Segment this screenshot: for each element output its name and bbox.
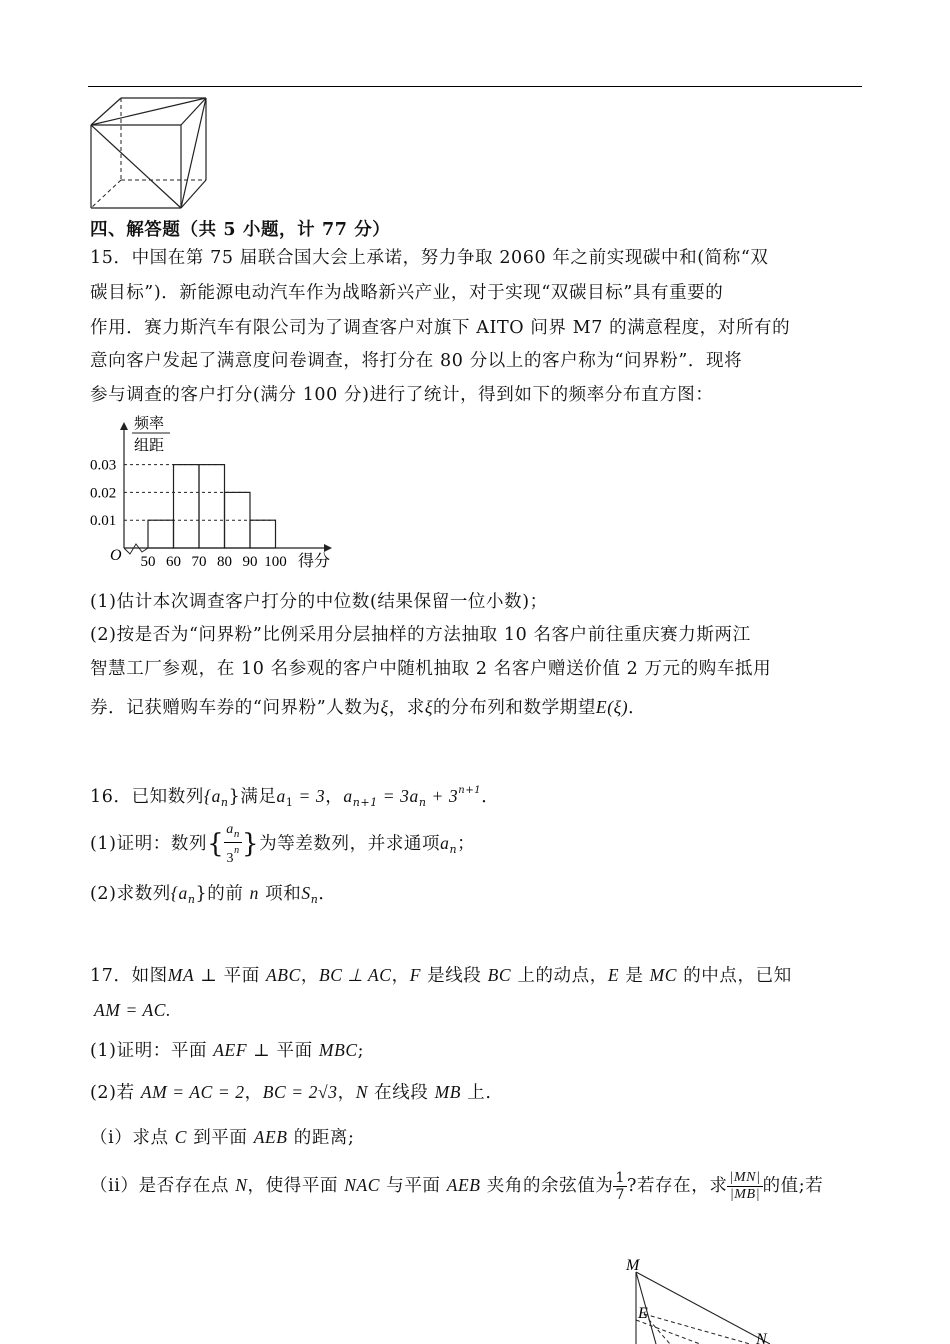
x-axis-arrow	[324, 544, 332, 552]
q15-line-5: 参与调查的客户打分(满分 100 分)进行了统计，得到如下的频率分布直方图：	[90, 385, 714, 405]
q15-line-3: 作用．赛力斯汽车有限公司为了调查客户对旗下 AITO 问界 M7 的满意程度，对所有的	[90, 318, 791, 338]
y-axis-arrow	[120, 422, 128, 430]
axis-break	[124, 544, 148, 554]
histogram	[88, 408, 348, 578]
q17-line-1: 17．如图MA ⊥ 平面 ABC，BC ⊥ AC，F 是线段 BC 上的动点，E 是 MC 的中点，已知	[90, 965, 792, 986]
x-tick-label-60: 60	[166, 554, 181, 570]
y-label-bottom: 组距	[134, 438, 165, 454]
q17-part2-ii: （ii）是否存在点 N，使得平面 NAC 与平面 AEB 夹角的余弦值为 $\frac{1}{7}$ ?若存在，求 $\frac{|MN|}{|MB|}$ 的值;若	[90, 1170, 824, 1203]
x-tick-label-90: 90	[242, 554, 258, 570]
x-tick-label-50: 50	[140, 554, 156, 570]
q17-figure	[600, 1250, 800, 1344]
q15-part2-line-2: 智慧工厂参观，在 10 名参观的客户中随机抽取 2 名客户赠送价值 2 万元的购车抵用	[90, 659, 772, 679]
x-tick-label-80: 80	[217, 554, 232, 570]
y-tick-label-0.03: 0.03	[90, 457, 117, 474]
q16-stem: 16．已知数列$\{a_n\}$满足$a_1 = 3$，$a_{n+1} = 3a_n + 3^{n+1}$．	[90, 785, 500, 809]
x-tick-label-100: 100	[264, 554, 287, 570]
q16-part1: (1)证明：数列{ $\frac{a_n}{3^n}$ }为等差数列，并求通项$a_n$；	[90, 822, 476, 866]
q15-line-1: 15．中国在第 75 届联合国大会上承诺，努力争取 2060 年之前实现碳中和(简称“双	[90, 248, 769, 268]
section-heading: 四、解答题（共 5 小题，计 77 分）	[90, 220, 391, 240]
fig-label-N: N	[756, 1331, 767, 1344]
bar-[70,80)	[199, 465, 225, 548]
y-tick-label-0.01: 0.01	[90, 513, 117, 530]
top-rule	[88, 86, 862, 87]
y-label-top: 频率	[134, 416, 165, 432]
origin-label: O	[110, 547, 122, 564]
x-tick-label-70: 70	[191, 554, 207, 570]
q16-part2: (2)求数列$\{a_n\}$的前 n 项和$S_n$．	[90, 883, 337, 906]
q17-part2: (2)若 AM = AC = 2，BC = 2√3，N 在线段 MB 上.	[90, 1082, 492, 1103]
q15-part1: (1)估计本次调查客户打分的中位数(结果保留一位小数)；	[90, 592, 548, 612]
q15-part2-line-3: 券．记获赠购车券的“问界粉”人数为ξ，求ξ的分布列和数学期望E(ξ)．	[90, 697, 647, 718]
bar-[60,70)	[174, 465, 200, 548]
y-tick-label-0.02: 0.02	[90, 485, 117, 502]
x-label: 得分	[298, 553, 331, 570]
cube-figure	[86, 92, 216, 212]
q17-line-2: AM = AC.	[94, 1000, 172, 1020]
bar-[90,100]	[250, 520, 276, 548]
q15-part2-line-1: (2)按是否为“问界粉”比例采用分层抽样的方法抽取 10 名客户前往重庆赛力斯两江	[90, 625, 751, 645]
bar-[50,60)	[148, 520, 174, 548]
q15-line-2: 碳目标”)．新能源电动汽车作为战略新兴产业，对于实现“双碳目标”具有重要的	[90, 283, 724, 303]
fig-label-M: M	[626, 1257, 640, 1274]
q17-part2-i: （i）求点 C 到平面 AEB 的距离;	[90, 1127, 355, 1148]
fig-label-E: E	[638, 1305, 648, 1322]
q15-line-4: 意向客户发起了满意度问卷调查，将打分在 80 分以上的客户称为“问界粉”．现将	[90, 351, 743, 371]
q17-part1: (1)证明：平面 AEF ⊥ 平面 MBC;	[90, 1040, 365, 1061]
